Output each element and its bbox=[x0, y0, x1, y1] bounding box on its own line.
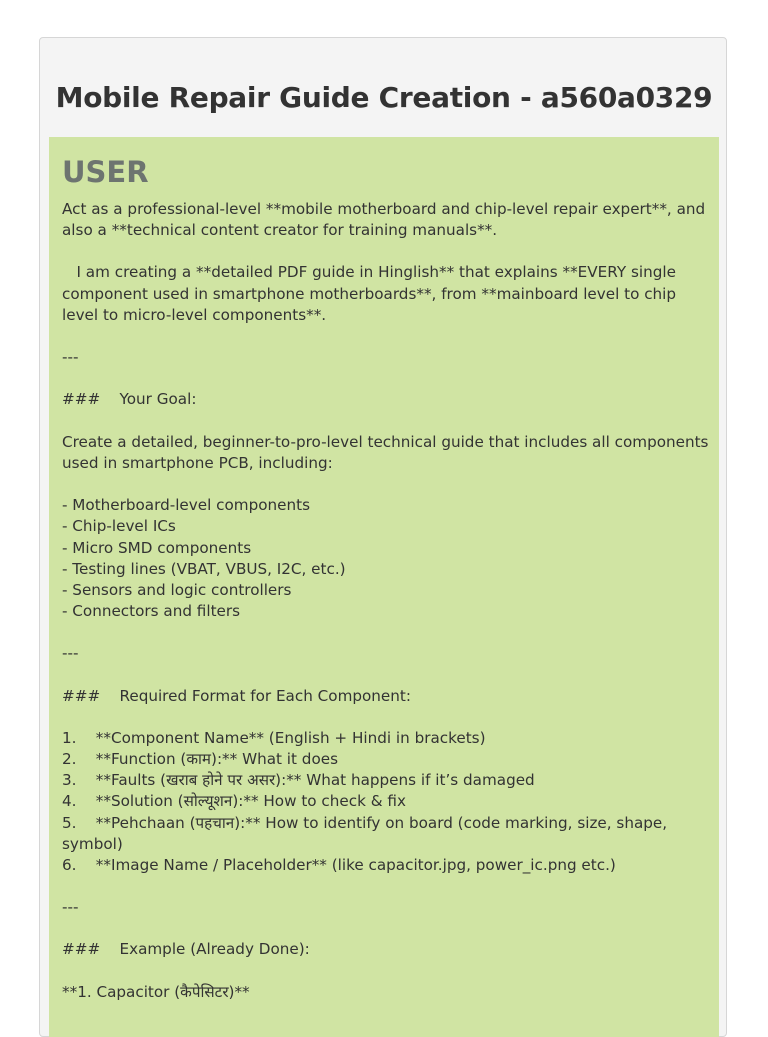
message-role-label: USER bbox=[62, 155, 149, 189]
message-content: Act as a professional-level **mobile motherboard and chip-level repair expert**, and also a **technical content creator for training manuals**. I am creating a **detailed PDF guide in Hinglish** that explains **EVERY single component used in smartphone motherboards**, from **mainboard level to chip level to micro-level components**. --- ### Your Goal: Create a detailed, beginner-to-pro-level technical guide that includes all components used in smartphone PCB, including: - Motherboard-level components - Chip-level ICs - Micro SMD components - Testing lines (VBAT, VBUS, I2C, etc.) - Sensors and logic controllers - Connectors and filters --- ### Required Format for Each Component: 1. **Component Name** (English + Hindi in brackets) 2. **Function (काम):** What it does 3. **Faults (खराब होने पर असर):** What happens if it’s damaged 4. **Solution (सोल्यूशन):** How to check & fix 5. **Pehchaan (पहचान):** How to identify on board (code marking, size, shape, symbol) 6. **Image Name / Placeholder** (like capacitor.jpg, power_ic.png etc.) --- ### Example (Already Done): **1. Capacitor (कैपेसिटर)** bbox=[62, 200, 709, 1001]
page-title: Mobile Repair Guide Creation - a560a0329 bbox=[55, 81, 713, 114]
user-message bbox=[49, 137, 719, 1037]
